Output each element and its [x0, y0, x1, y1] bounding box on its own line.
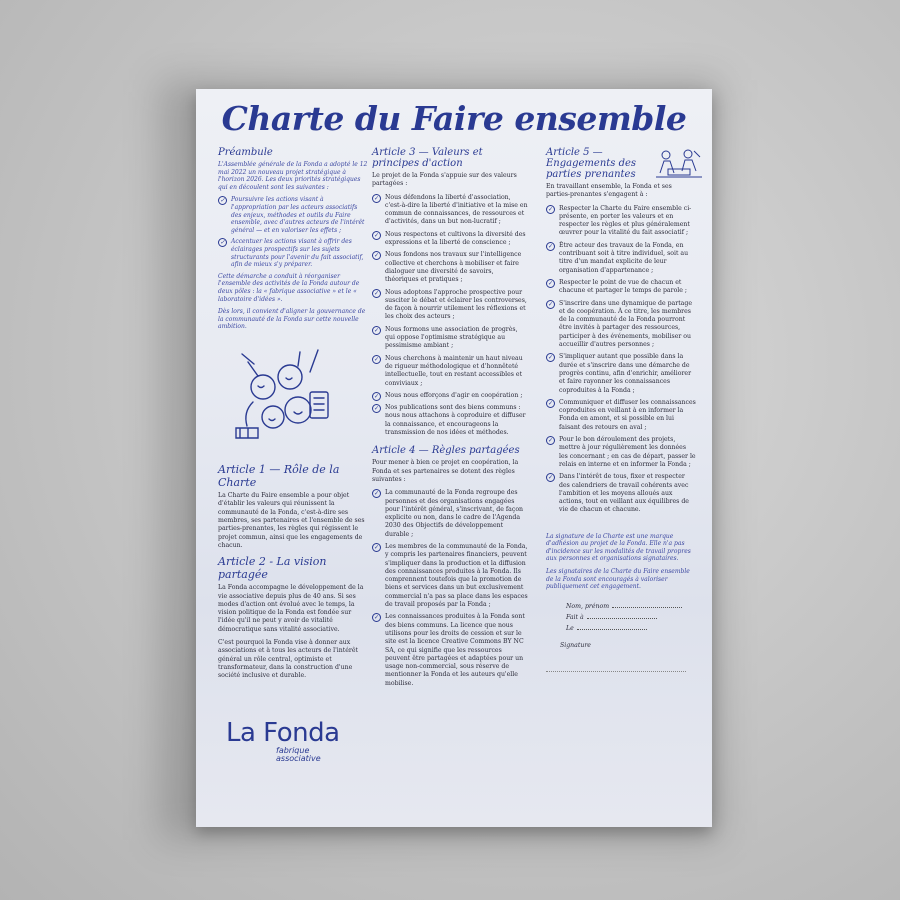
date-field: Le: [566, 625, 696, 633]
logo-sub1: fabrique: [276, 746, 310, 755]
check-circle-icon: ✓: [373, 392, 380, 400]
column-right: [546, 147, 696, 672]
check-circle-icon: ✓: [373, 289, 380, 297]
column-left: [218, 147, 368, 686]
preambule-bullet: ✓ Accentuer les actions visant à offrir des éclairages prospectifs sur les sujets structurants pour l'avenir du fait associatif, afin de mieux s'y préparer.: [219, 238, 364, 269]
list-item: ✓ Respecter le point de vue de chacun et chacune et partager le temps de parole ;: [547, 278, 687, 295]
check-circle-icon: ✓: [547, 474, 554, 482]
list-item: ✓ Pour le bon déroulement des projets, mettre à jour régulièrement les données les concernant ; en cas de départ, passer le relais en interne et en informer la Fonda ;: [547, 436, 696, 468]
list-item: ✓ Respecter la Charte du Faire ensemble ci-présente, en porter les valeurs et en respecter les règles et plus généralement œuvrer pour la vitalité du fait associatif ;: [547, 204, 692, 237]
article3-intro: Le projet de la Fonda s'appuie sur des valeurs partagées :: [372, 172, 517, 188]
signature-line: [546, 670, 686, 672]
logo-sub2: associative: [276, 754, 321, 763]
list-item: ✓ Être acteur des travaux de la Fonda, en contribuant soit à titre individuel, soit au titre d'un mandat explicite de leur organisation d'appartenance ;: [547, 241, 689, 274]
preambule-text: L'Assemblée générale de la Fonda a adopté le 12 mai 2022 un nouveau projet stratégique à l'horizon 2026. Les deux priorités stratégiques qui en découlent sont les suivantes :: [218, 161, 368, 191]
check-circle-icon: ✓: [373, 405, 380, 413]
signature-form: [546, 603, 696, 672]
article4-heading: Article 4 — Règles partagées: [372, 445, 520, 457]
list-item: ✓ S'inscrire dans une dynamique de partage et de coopération. À ce titre, les membres de la communauté de la Fonda pourront être invités à partager des ressources, participer à des événements, mobiliser ou accueillir d'autres personnes ;: [547, 299, 692, 349]
preambule-text: Cette démarche a conduit à réorganiser l'ensemble des activités de la Fonda autour de deux pôles : la « fabrique associative » et le « laboratoire d'idées ».: [218, 272, 360, 303]
place-field: Fait à: [566, 614, 696, 622]
la-fonda-logo: [226, 719, 340, 763]
check-circle-icon: ✓: [547, 354, 554, 362]
hands-illustration: [228, 342, 338, 452]
logo-name: La Fonda: [226, 718, 340, 748]
article2-text: C'est pourquoi la Fonda vise à donner aux associations et à tous les acteurs de l'intérêt général un rôle central, optimiste et transformateur, dans la construction d'une société inclusive et durable.: [218, 639, 358, 680]
list-item: ✓ Nous formons une association de progrès, qui oppose l'optimisme stratégique au pessimisme ambiant ;: [373, 325, 518, 350]
check-circle-icon: ✓: [547, 399, 554, 407]
check-circle-icon: ✓: [373, 326, 380, 334]
article2-heading: Article 2 - La vision partagée: [218, 555, 327, 582]
signature-note: La signature de la Charte est une marque d'adhésion au projet de la Fonda. Elle n'a pas d'incidence sur les modalités de travail propres aux personnes et organisations signataires.: [546, 532, 691, 563]
article1-text: La Charte du Faire ensemble a pour objet d'établir les valeurs qui réunissent la communauté de la Fonda, c'est-à-dire ses membres, ses partenaires et l'ensemble de ses parties-prenantes, les règles qui régissent le projet commun, ainsi que les engagements de chacun.: [218, 492, 365, 549]
signature-note: Les signataires de la Charte du Faire ensemble de la Fonda sont encouragés à valoriser publiquement cet engagement.: [546, 568, 690, 591]
preambule-heading: Préambule: [218, 147, 273, 158]
list-item: ✓ Les connaissances produites à la Fonda sont des biens communs. La licence que nous utilisons pour les droits de cession et sur le site est la licence Creative Commons BY NC SA, ce qui signifie que les ressources peuvent être partagées et adaptées pour un usage non-commercial, sous réserve de mentionner la Fonda et les auteurs qu'elle mobilise.: [373, 613, 525, 687]
list-item: ✓ Nous respectons et cultivons la diversité des expressions et la liberté de conscience ;: [373, 230, 526, 247]
article3-heading: Article 3 — Valeurs et principes d'action: [372, 147, 483, 169]
article1-heading: Article 1 — Rôle de la Charte: [218, 463, 340, 490]
list-item: ✓ Nous cherchons à maintenir un haut niveau de rigueur méthodologique et d'honnêteté intellectuelle, tout en restant accessibles et conviviaux ;: [373, 354, 523, 387]
list-item: ✓ Les membres de la communauté de la Fonda, y compris les partenaires financiers, peuvent s'impliquer dans la production et la diffusion des connaissances produites à la Fonda. Ils comprennent toutefois que la promotion de biens et services dans un but exclusivement commercial n'a pas sa place dans les espaces de travail proposés par la Fonda ;: [373, 542, 528, 609]
list-item: ✓ Nous défendons la liberté d'association, c'est-à-dire la liberté d'initiative et la mise en commun de connaissances, de ressources et d'activités, dans un but non-lucratif ;: [373, 193, 528, 226]
check-circle-icon: ✓: [547, 242, 554, 250]
article4-list: [372, 489, 528, 688]
check-circle-icon: ✓: [373, 194, 380, 202]
check-circle-icon: ✓: [547, 205, 554, 213]
check-circle-icon: ✓: [373, 543, 380, 551]
article4-intro: Pour mener à bien ce projet en coopération, la Fonda et ses partenaires se dotent des règles suivantes :: [372, 459, 519, 483]
check-circle-icon: ✓: [373, 490, 380, 498]
list-item: ✓ La communauté de la Fonda regroupe des personnes et des organisations engagées pour l'intérêt général, s'inscrivant, de façon explicite ou non, dans le cadre de l'Agenda 2030 des Objectifs de développement durable ;: [373, 489, 524, 538]
check-circle-icon: ✓: [547, 300, 554, 308]
list-item: ✓ Communiquer et diffuser les connaissances coproduites en veillant à en informer la Fonda en amont, et si possible en lui faisant des retours en aval ;: [547, 398, 696, 431]
article5-heading: Article 5 — Engagements des parties prenantes: [546, 147, 637, 180]
article3-list: [372, 194, 528, 438]
article5-list: [546, 205, 696, 515]
preambule-text: Dès lors, il convient d'aligner la gouvernance de la communauté de la Fonda sur cette nouvelle ambition.: [218, 308, 366, 331]
list-item: ✓ Nous fondons nos travaux sur l'intelligence collective et cherchons à mobiliser et faire dialoguer une diversité de savoirs, théoriques et pratiques ;: [373, 251, 522, 284]
check-circle-icon: ✓: [219, 197, 226, 205]
article5-intro: En travaillant ensemble, la Fonda et ses parties-prenantes s'engagent à :: [546, 183, 672, 199]
signature-label: Signature: [560, 641, 591, 649]
list-item: ✓ Nous adoptons l'approche prospective pour susciter le débat et éclairer les controverses, de façon à nourrir utilement les réflexions et les choix des acteurs ;: [373, 288, 527, 321]
article2-text: La Fonda accompagne le développement de la vie associative depuis plus de 40 ans. Si ses modes d'action ont évolué avec le temps, la vision politique de la Fonda est fondée sur l'idée qu'il ne peut y avoir de vitalité démocratique sans vitalité associative.: [218, 584, 364, 633]
column-middle: [372, 147, 528, 692]
check-circle-icon: ✓: [373, 614, 380, 622]
check-circle-icon: ✓: [219, 239, 226, 247]
check-circle-icon: ✓: [547, 279, 554, 287]
check-circle-icon: ✓: [373, 252, 380, 260]
list-item: ✓ Nous nous efforçons d'agir en coopération ;: [373, 391, 523, 400]
check-circle-icon: ✓: [373, 231, 380, 239]
charter-poster: [196, 89, 712, 827]
preambule-bullet: ✓ Poursuivre les actions visant à l'appropriation par les acteurs associatifs des enjeux, méthodes et outils du Faire ensemble, avec d'autres acteurs de l'intérêt général — et en valoriser les effets ;: [219, 196, 365, 234]
check-circle-icon: ✓: [547, 437, 554, 445]
list-item: ✓ S'impliquer autant que possible dans la durée et s'inscrire dans une démarche de progrès continu, afin d'enrichir, améliorer et faire rayonner les connaissances coproduites à la Fonda ;: [547, 353, 692, 394]
page-title: Charte du Faire ensemble: [221, 99, 687, 138]
name-field: Nom, prénom: [566, 603, 696, 611]
list-item: ✓ Dans l'intérêt de tous, fixer et respecter des calendriers de travail cohérents avec l'ambition et les moyens alloués aux actions, tout en veillant aux équilibres de vie de chacun et chacune.: [547, 473, 689, 514]
list-item: ✓ Nos publications sont des biens communs : nous nous attachons à coproduire et diffuser la connaissance, et encourageons la transmission de nos idées et méthodes.: [373, 404, 526, 437]
check-circle-icon: ✓: [373, 355, 380, 363]
